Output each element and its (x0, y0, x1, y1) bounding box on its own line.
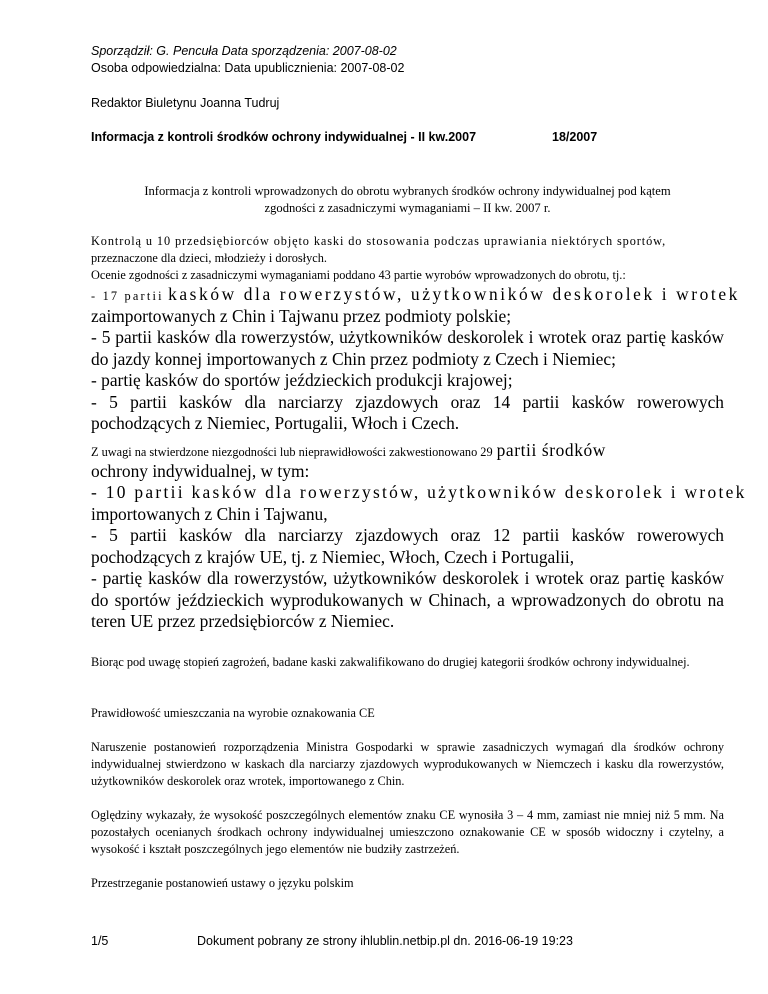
document-number: 18/2007 (552, 130, 598, 144)
scope-item-1-prefix: - 17 partii (91, 289, 164, 303)
polish-language-heading: Przestrzeganie postanowień ustawy o języku polskim (91, 876, 354, 890)
scope-item-4: - 5 partii kasków dla narciarzy zjazdowych oraz 14 partii kasków rowerowych pochodzących z Niemiec, Portugalii, Włoch i Czech. (91, 391, 724, 433)
editor-line: Redaktor Biuletynu Joanna Tudruj (91, 96, 280, 110)
document-title: Informacja z kontroli środków ochrony indywidualnej - II kw.2007 (91, 130, 477, 144)
intro-heading (91, 183, 724, 217)
findings-item-1-line-1: - 10 partii kasków dla rowerzystów, użytkowników deskorolek i wrotek (91, 482, 747, 502)
scope-line-1: Kontrolą u 10 przedsiębiorców objęto kaski do stosowania podczas uprawiania niektórych sportów, (91, 234, 667, 248)
prepared-by-line: Sporządził: G. Pencuła Data sporządzenia: 2007-08-02 (91, 44, 397, 58)
responsible-person-line: Osoba odpowiedzialna: Data upublicznienia: 2007-08-02 (91, 61, 405, 75)
inspection-paragraph: Oględziny wykazały, że wysokość poszczególnych elementów znaku CE wynosiła 3 – 4 mm, zamiast nie mniej niż 5 mm. Na pozostałych ocenianych środkach ochrony indywidualnej umieszczono oznakowanie CE w sposób widoczny i czytelny, a wysokość i kształt poszczególnych jego elementów nie budziły zastrzeżeń. (91, 808, 724, 856)
category-paragraph: Biorąc pod uwagę stopień zagrożeń, badane kaski zakwalifikowano do drugiej kategorii środków ochrony indywidualnej. (91, 655, 690, 669)
findings-item-1-line-2: importowanych z Chin i Tajwanu, (91, 503, 328, 524)
page-number: 1/5 (91, 934, 109, 948)
scope-line-2: przeznaczone dla dzieci, młodzieży i dorosłych. (91, 251, 327, 265)
findings-lead-small: Z uwagi na stwierdzone niezgodności lub nieprawidłowości zakwestionowano 29 (91, 445, 493, 459)
violation-paragraph: Naruszenie postanowień rozporządzenia Ministra Gospodarki w sprawie zasadniczych wymagań dla środków ochrony indywidualnej stwierdzono w kaskach dla narciarzy zjazdowych wyprodukowanych w Niemczech i kasku dla rowerzystów, użytkowników deskorolek oraz wrotek, importowanego z Chin. (91, 740, 724, 788)
findings-item-2: - 5 partii kasków dla narciarzy zjazdowych oraz 12 partii kasków rowerowych pochodzących z krajów UE, tj. z Niemiec, Włoch, Czech i Portugalii, (91, 525, 724, 567)
intro-line-1: Informacja z kontroli wprowadzonych do obrotu wybranych środków ochrony indywidualnej pod kątem (144, 184, 671, 198)
scope-item-1-line-1 (91, 284, 740, 306)
section-scope (91, 233, 740, 435)
findings-item-3: - partię kasków dla rowerzystów, użytkowników deskorolek i wrotek oraz partię kasków do sportów jeździeckich wyprodukowanych w Chinach, a wprowadzonych do obrotu na teren UE przez przedsiębiorców z Niemiec. (91, 568, 724, 631)
scope-item-3: - partię kasków do sportów jeździeckich produkcji krajowej; (91, 370, 513, 390)
ce-marking-heading: Prawidłowość umieszczania na wyrobie oznakowania CE (91, 706, 375, 720)
findings-lead (91, 440, 724, 462)
scope-item-1-line-2: zaimportowanych z Chin i Tajwanu przez podmioty polskie; (91, 305, 512, 326)
section-findings (91, 440, 747, 633)
findings-line-2: ochrony indywidualnej, w tym: (91, 460, 310, 481)
download-source: Dokument pobrany ze strony ihlublin.netbip.pl dn. 2016-06-19 19:23 (197, 934, 573, 948)
intro-line-2: zgodności z zasadniczymi wymaganiami – II kw. 2007 r. (264, 201, 551, 215)
findings-lead-big: partii środków (496, 440, 606, 460)
scope-item-1-rest: kasków dla rowerzystów, użytkowników deskorolek i wrotek (168, 284, 740, 304)
scope-line-3: Ocenie zgodności z zasadniczymi wymaganiami poddano 43 partie wyrobów wprowadzonych do obrotu, tj.: (91, 268, 626, 282)
scope-item-2: - 5 partii kasków dla rowerzystów, użytkowników deskorolek i wrotek oraz partię kasków do jazdy konnej importowanych z Chin przez podmioty z Czech i Niemiec; (91, 327, 724, 369)
